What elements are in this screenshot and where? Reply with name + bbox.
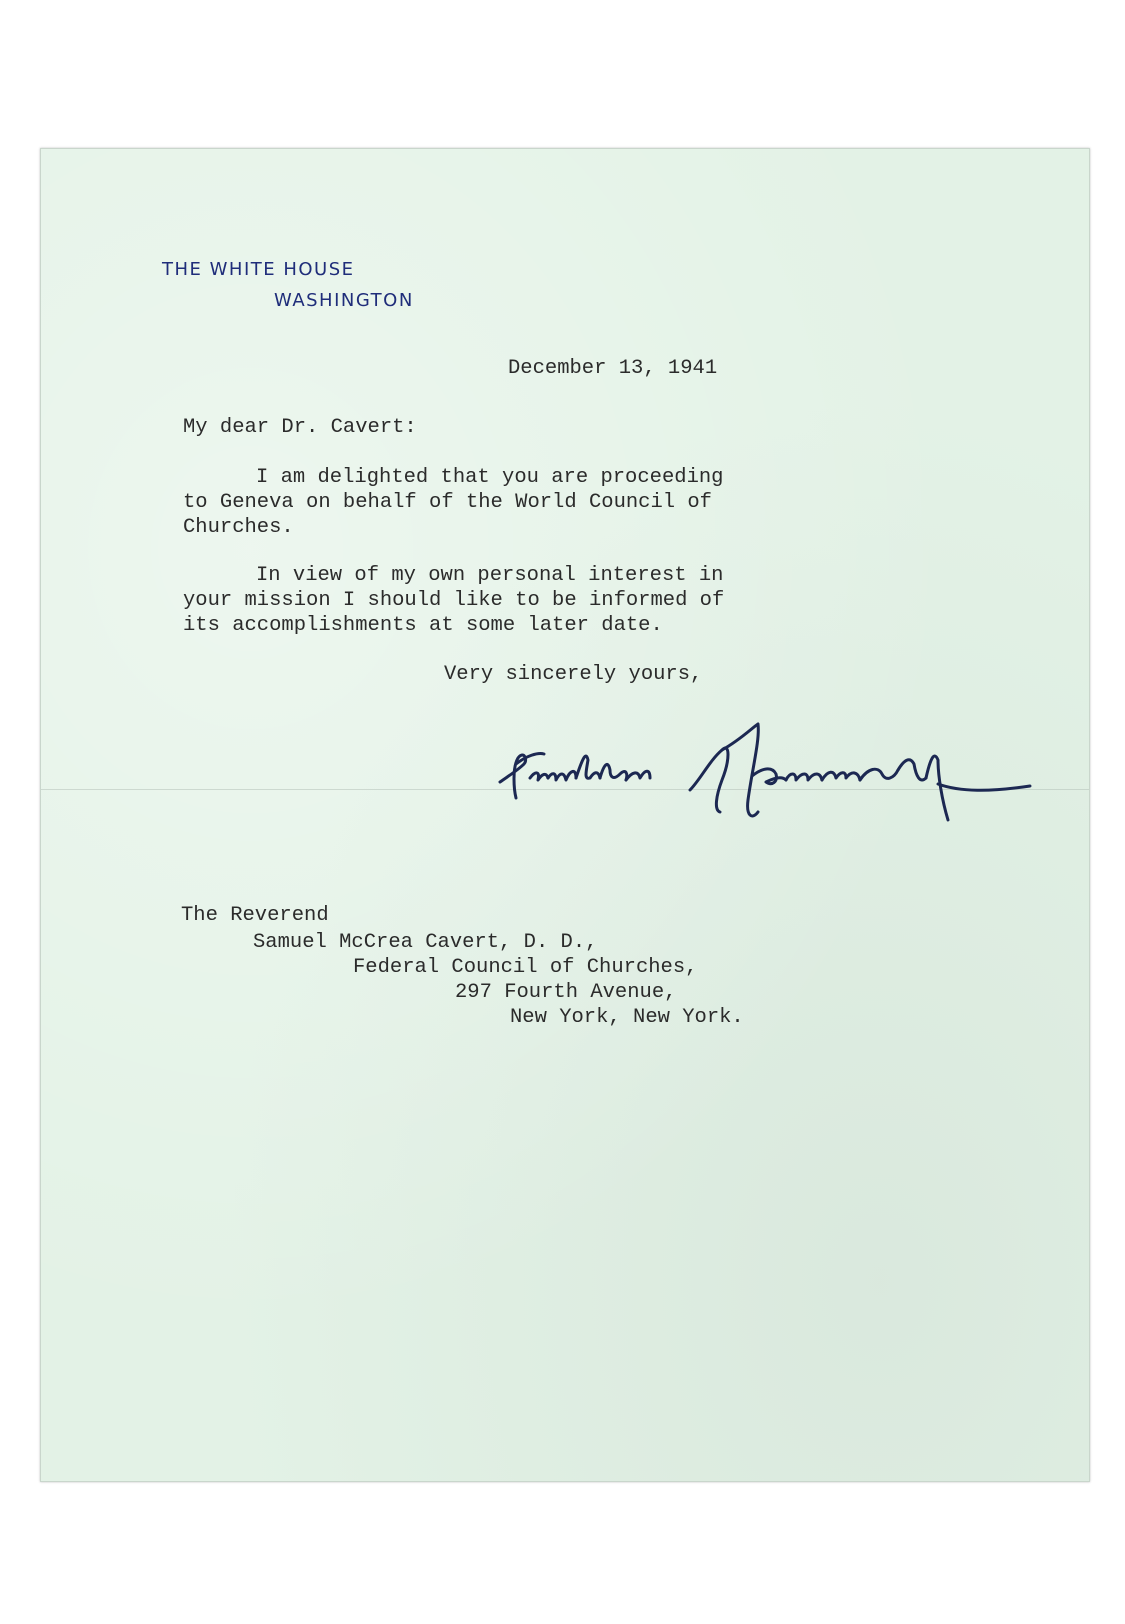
address-name: Samuel McCrea Cavert, D. D., bbox=[253, 931, 598, 954]
letterhead-line-1: THE WHITE HOUSE bbox=[162, 259, 355, 280]
closing: Very sincerely yours, bbox=[444, 663, 703, 686]
letterhead-line-2: WASHINGTON bbox=[274, 290, 414, 311]
body-paragraph-2-line-2: your mission I should like to be informed of bbox=[183, 589, 725, 612]
address-title: The Reverend bbox=[181, 904, 329, 927]
letter-date: December 13, 1941 bbox=[508, 357, 718, 380]
body-paragraph-1-line-1: I am delighted that you are proceeding bbox=[256, 466, 724, 489]
address-city: New York, New York. bbox=[510, 1006, 744, 1029]
body-paragraph-1-line-2: to Geneva on behalf of the World Council of bbox=[183, 491, 712, 514]
signature bbox=[490, 720, 1050, 850]
address-organization: Federal Council of Churches, bbox=[353, 956, 698, 979]
address-street: 297 Fourth Avenue, bbox=[455, 981, 677, 1004]
body-paragraph-1-line-3: Churches. bbox=[183, 516, 294, 539]
body-paragraph-2-line-1: In view of my own personal interest in bbox=[256, 564, 724, 587]
salutation: My dear Dr. Cavert: bbox=[183, 416, 417, 439]
body-paragraph-2-line-3: its accomplishments at some later date. bbox=[183, 614, 663, 637]
